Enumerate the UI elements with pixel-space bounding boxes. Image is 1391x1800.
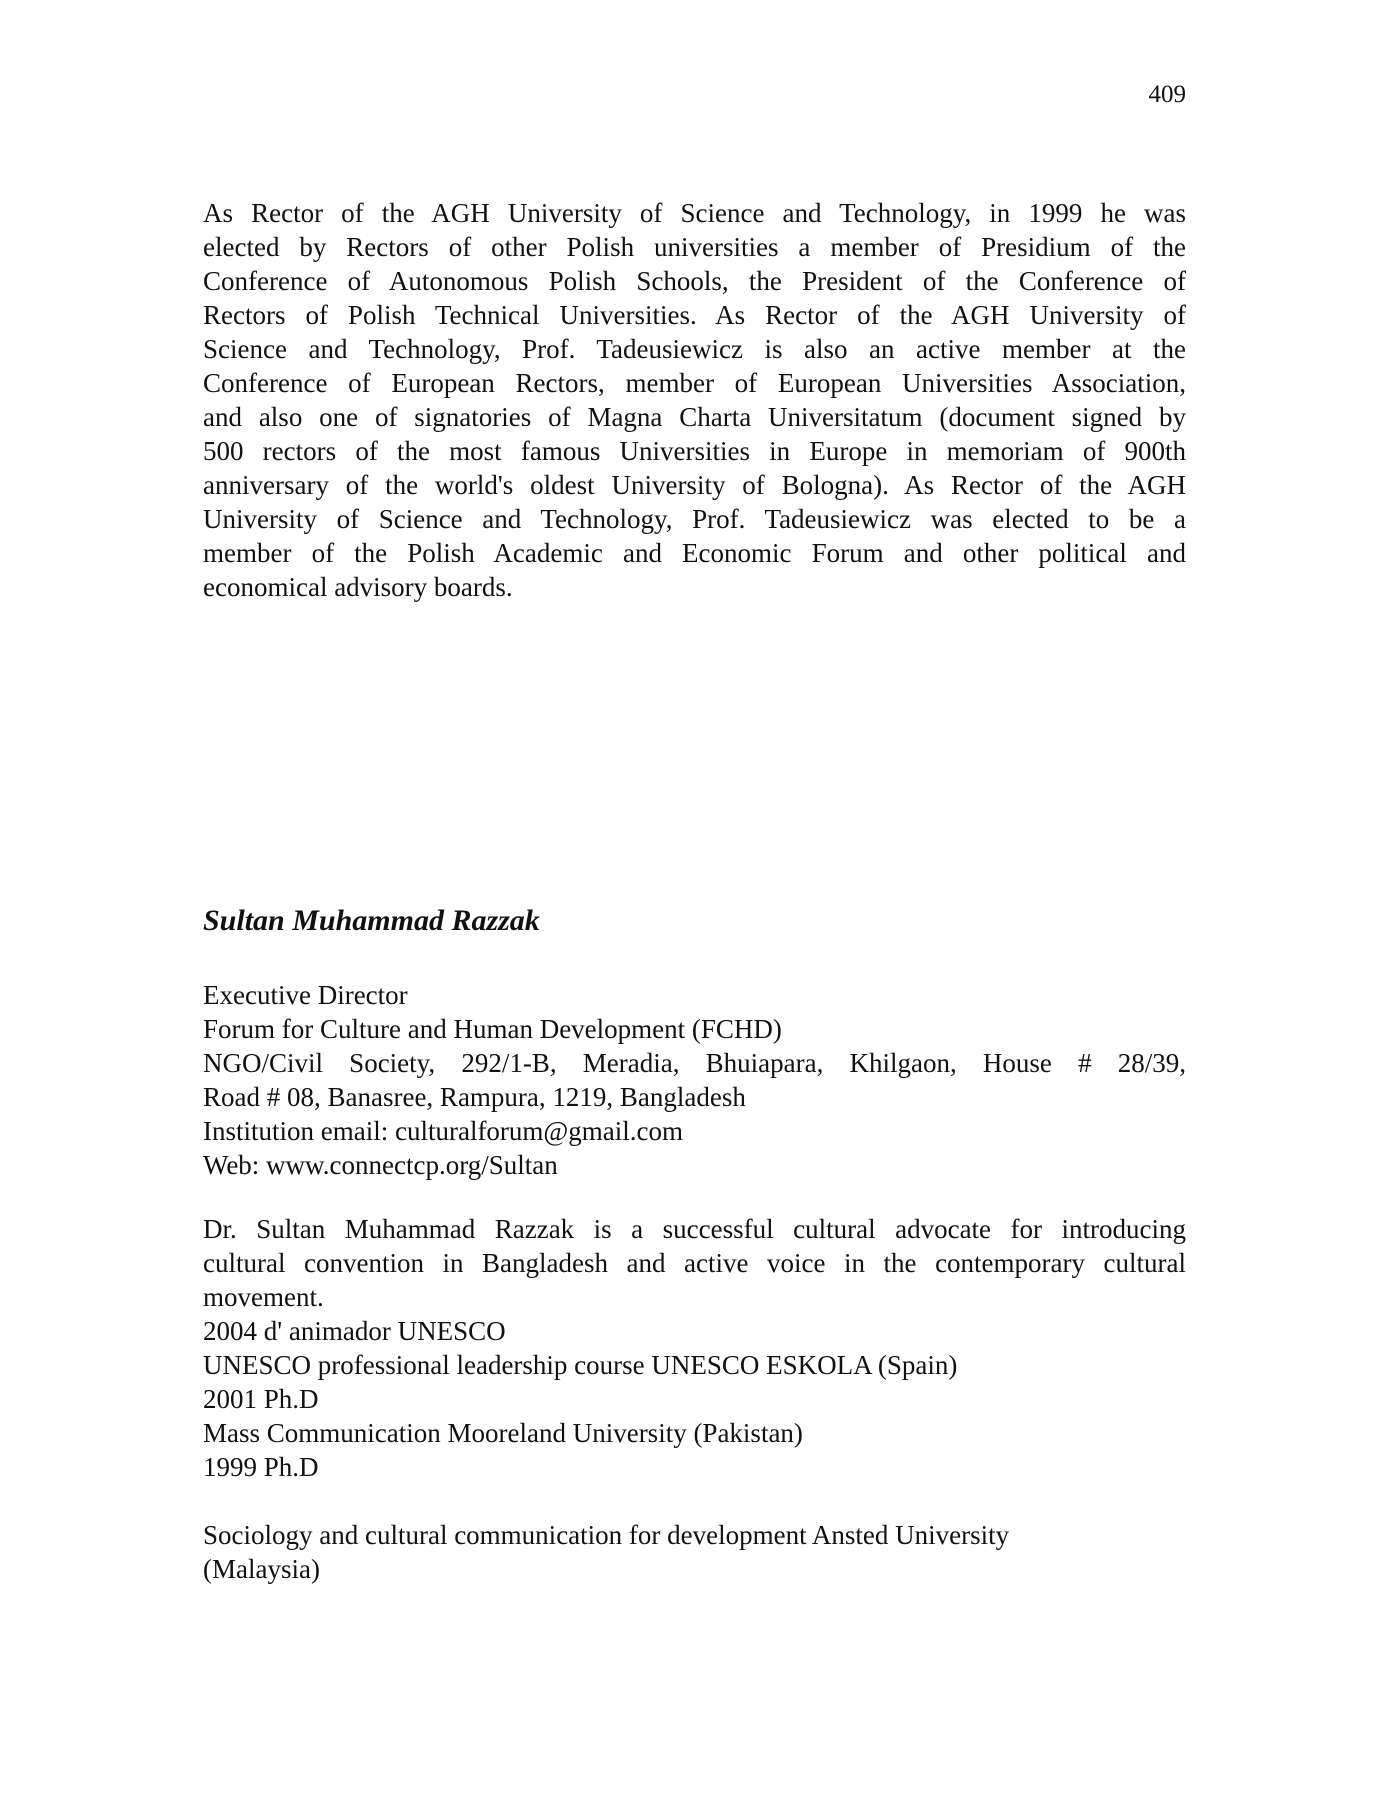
bio-line: cultural convention in Bangladesh and active voice in the contemporary cultural <box>203 1248 1186 1278</box>
bio-line: UNESCO professional leadership course UNESCO ESKOLA (Spain) <box>203 1350 958 1380</box>
paragraph-line: Conference of European Rectors, member of European Universities Association, <box>203 368 1186 398</box>
rector-paragraph <box>203 196 1186 604</box>
bio-line: 2001 Ph.D <box>203 1384 319 1414</box>
paragraph-line: 500 rectors of the most famous Universities in Europe in memoriam of 900th <box>203 436 1186 466</box>
bio-line: 2004 d' animador UNESCO <box>203 1316 506 1346</box>
paragraph-line: Conference of Autonomous Polish Schools, the President of the Conference of <box>203 266 1186 296</box>
contact-organization: Forum for Culture and Human Development (FCHD) <box>203 1014 782 1044</box>
bio-block <box>203 1212 1186 1484</box>
education-block <box>203 1518 1186 1586</box>
contact-address-line-2: Road # 08, Banasree, Rampura, 1219, Bangladesh <box>203 1082 746 1112</box>
paragraph-line: University of Science and Technology, Prof. Tadeusiewicz was elected to be a <box>203 504 1186 534</box>
contact-title: Executive Director <box>203 980 408 1010</box>
education-line: (Malaysia) <box>203 1554 320 1584</box>
contact-email: Institution email: culturalforum@gmail.com <box>203 1116 684 1146</box>
page-number: 409 <box>1148 81 1186 108</box>
paragraph-line: Science and Technology, Prof. Tadeusiewicz is also an active member at the <box>203 334 1186 364</box>
paragraph-line: As Rector of the AGH University of Science and Technology, in 1999 he was <box>203 198 1186 228</box>
bio-line: 1999 Ph.D <box>203 1452 319 1482</box>
bio-line: Dr. Sultan Muhammad Razzak is a successful cultural advocate for introducing <box>203 1214 1186 1244</box>
education-line: Sociology and cultural communication for development Ansted University <box>203 1520 1010 1550</box>
profile-name-heading: Sultan Muhammad Razzak <box>203 904 540 937</box>
paragraph-line: and also one of signatories of Magna Charta Universitatum (document signed by <box>203 402 1186 432</box>
paragraph-line: economical advisory boards. <box>203 572 513 602</box>
paragraph-line: anniversary of the world's oldest University of Bologna). As Rector of the AGH <box>203 470 1186 500</box>
paragraph-line: member of the Polish Academic and Economic Forum and other political and <box>203 538 1186 568</box>
bio-line: Mass Communication Mooreland University (Pakistan) <box>203 1418 803 1448</box>
bio-line: movement. <box>203 1282 324 1312</box>
contact-address-line-1: NGO/Civil Society, 292/1-B, Meradia, Bhuiapara, Khilgaon, House # 28/39, <box>203 1048 1186 1078</box>
contact-web: Web: www.connectcp.org/Sultan <box>203 1150 558 1180</box>
paragraph-line: elected by Rectors of other Polish universities a member of Presidium of the <box>203 232 1186 262</box>
contact-block <box>203 978 1186 1182</box>
paragraph-line: Rectors of Polish Technical Universities. As Rector of the AGH University of <box>203 300 1186 330</box>
